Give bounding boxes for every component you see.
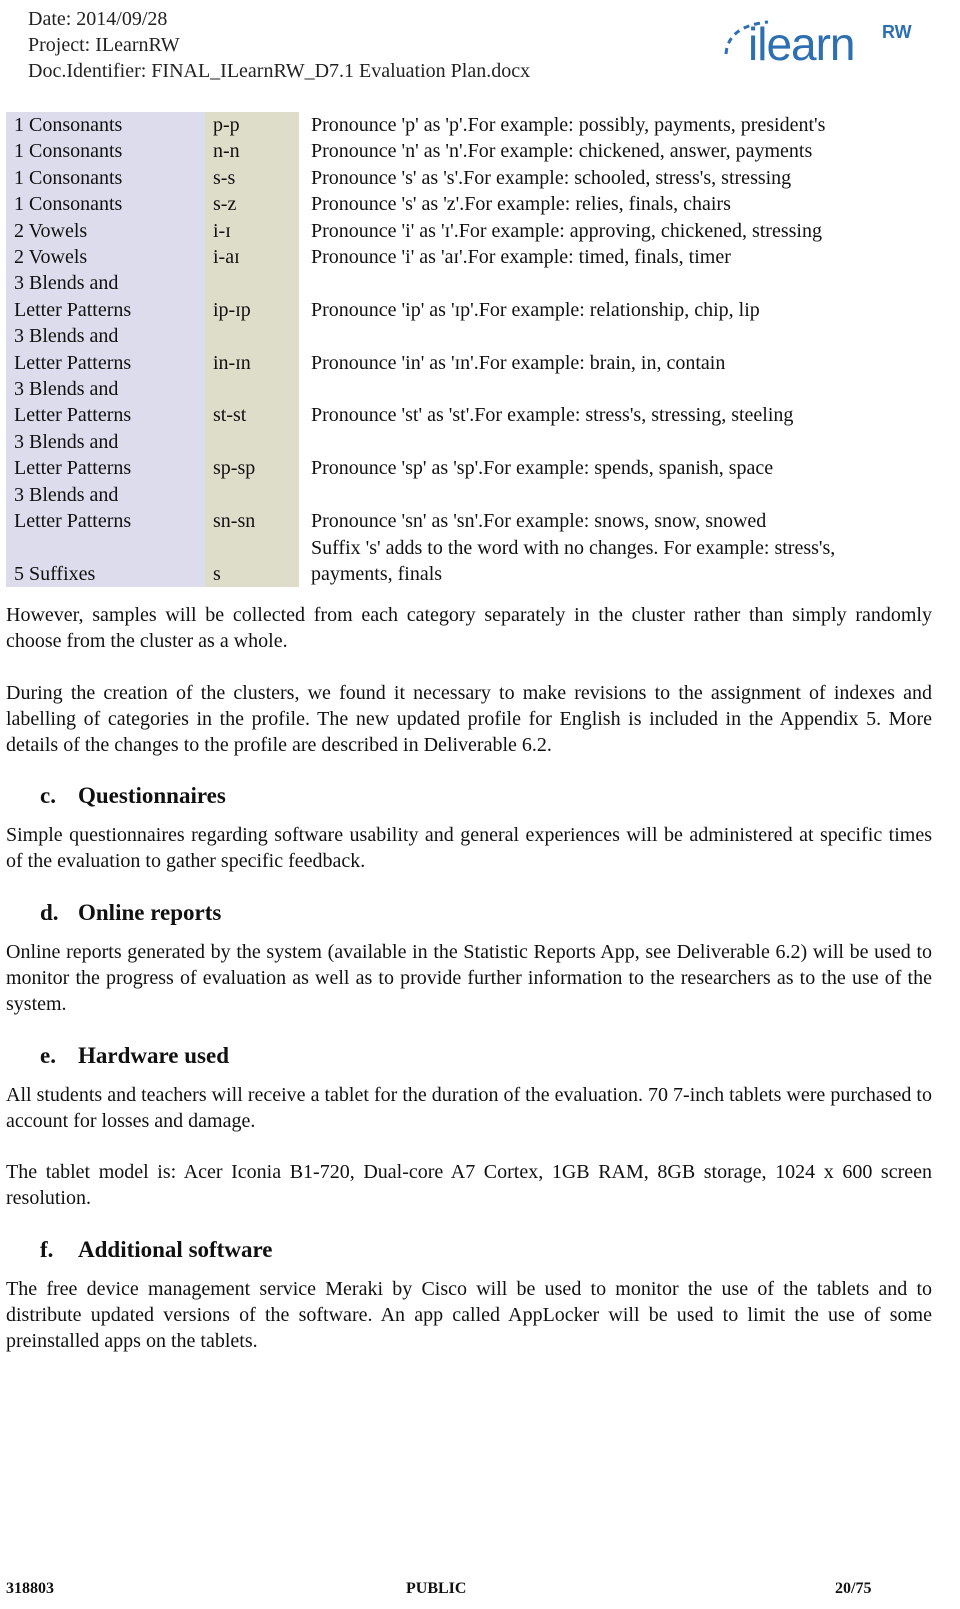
code-cell: s-s (205, 165, 299, 191)
footer-classification: PUBLIC (406, 1580, 467, 1597)
table-row (6, 376, 951, 429)
description-line: Pronounce 'st' as 'st'.For example: stress's, stressing, steeling (311, 404, 794, 427)
category-cell (6, 244, 205, 270)
code-cell: i-aɪ (205, 244, 299, 270)
category-cell (6, 270, 205, 323)
header-project: Project: ILearnRW (28, 34, 180, 56)
category-line: 2 Vowels (14, 246, 88, 269)
footer-project-number: 318803 (6, 1580, 54, 1597)
category-cell (6, 165, 205, 191)
section-heading-questionnaires: c. Questionnaires (40, 783, 226, 808)
paragraph-hardware: All students and teachers will receive a tablet for the duration of the evaluation. 70 7-inch tablets were purchased to account for losses and damage. (6, 1084, 932, 1132)
table-row (6, 165, 951, 191)
description-line: Pronounce 'i' as 'aɪ'.For example: timed, finals, timer (311, 246, 731, 269)
category-cell (6, 218, 205, 244)
category-line: Letter Patterns (14, 510, 132, 533)
code-cell: ip-ɪp (205, 270, 299, 323)
description-line: Pronounce 's' as 'z'.For example: relies, finals, chairs (311, 193, 731, 216)
category-cell (6, 535, 205, 588)
table-row (6, 244, 951, 270)
paragraph-additional-software: The free device management service Meraki by Cisco will be used to monitor the use of the tablets and to distribute updated versions of the software. An app called AppLocker will be used to limit the use of some preinstalled apps on the tablets. (6, 1278, 932, 1352)
table-row (6, 323, 951, 376)
code-cell: st-st (205, 376, 299, 429)
description-cell (299, 191, 951, 217)
section-heading-additional-software: f. Additional software (40, 1237, 273, 1262)
table-row (6, 429, 951, 482)
category-line: 3 Blends and (14, 430, 119, 453)
code-cell: s (205, 535, 299, 588)
category-cell (6, 482, 205, 535)
category-cell (6, 191, 205, 217)
table-row (6, 535, 951, 588)
description-line: Pronounce 'in' as 'ɪn'.For example: brain, in, contain (311, 351, 726, 374)
description-line: Pronounce 'i' as 'ɪ'.For example: approving, chickened, stressing (311, 219, 822, 242)
header-doc-identifier: Doc.Identifier: FINAL_ILearnRW_D7.1 Evaluation Plan.docx (28, 60, 531, 82)
description-line: Pronounce 'p' as 'p'.For example: possibly, payments, president's (311, 114, 826, 136)
table-row (6, 482, 951, 535)
table-row (6, 218, 951, 244)
description-cell (299, 112, 951, 138)
section-heading-hardware: e. Hardware used (40, 1043, 229, 1068)
category-line: 2 Vowels (14, 219, 88, 242)
description-cell (299, 535, 951, 588)
category-line: Letter Patterns (14, 404, 132, 427)
category-line: 3 Blends and (14, 483, 119, 506)
logo-sup: RW (882, 22, 912, 42)
code-cell: p-p (205, 112, 299, 138)
description-line: Pronounce 's' as 's'.For example: schooled, stress's, stressing (311, 166, 792, 189)
description-cell (299, 138, 951, 164)
description-line: Pronounce 'sp' as 'sp'.For example: spends, spanish, space (311, 457, 774, 480)
category-line: Letter Patterns (14, 351, 132, 374)
category-line: 3 Blends and (14, 378, 119, 401)
code-cell: sn-sn (205, 482, 299, 535)
category-line: 3 Blends and (14, 272, 119, 295)
logo-text: ilearn (748, 18, 855, 70)
category-cell (6, 376, 205, 429)
description-cell (299, 323, 951, 376)
table-row (6, 270, 951, 323)
document-header (28, 6, 530, 84)
description-cell (299, 376, 951, 429)
paragraph-clusters: During the creation of the clusters, we found it necessary to make revisions to the assignment of indexes and labelling of categories in the profile. The new updated profile for English is included in the Appendix 5. More details of the changes to the profile are described in Deliverable 6.2. (6, 682, 932, 756)
category-line: 1 Consonants (14, 166, 123, 189)
description-line: Pronounce 'n' as 'n'.For example: chickened, answer, payments (311, 140, 813, 163)
description-line: Pronounce 'sn' as 'sn'.For example: snows, snow, snowed (311, 510, 767, 533)
profile-table (6, 112, 951, 587)
paragraph-samples: However, samples will be collected from each category separately in the cluster rather than simply randomly choose from the cluster as a whole. (6, 604, 932, 652)
category-line: 1 Consonants (14, 193, 123, 216)
description-cell (299, 429, 951, 482)
category-cell (6, 138, 205, 164)
description-line: Suffix 's' adds to the word with no changes. For example: stress's, (311, 536, 836, 559)
description-cell (299, 244, 951, 270)
paragraph-tablet-model: The tablet model is: Acer Iconia B1-720, Dual-core A7 Cortex, 1GB RAM, 8GB storage, 1024 x 600 screen resolution. (6, 1161, 932, 1209)
table-row (6, 138, 951, 164)
code-cell: n-n (205, 138, 299, 164)
paragraph-online-reports: Online reports generated by the system (available in the Statistic Reports App, see Deliverable 6.2) will be used to monitor the progress of evaluation as well as to provide further information to the researchers as to the use of the system. (6, 941, 932, 1015)
category-line: 1 Consonants (14, 114, 123, 136)
description-cell (299, 482, 951, 535)
description-cell (299, 270, 951, 323)
table-row (6, 112, 951, 138)
paragraph-questionnaires: Simple questionnaires regarding software usability and general experiences will be administered at specific times of the evaluation to gather specific feedback. (6, 824, 932, 872)
header-date: Date: 2014/09/28 (28, 8, 168, 30)
category-line: Letter Patterns (14, 457, 132, 480)
footer-page-number: 20/75 (835, 1580, 872, 1597)
description-cell (299, 165, 951, 191)
category-line: Letter Patterns (14, 298, 132, 321)
category-line: 5 Suffixes (14, 562, 96, 585)
category-line: 1 Consonants (14, 140, 123, 163)
description-line: payments, finals (311, 562, 443, 585)
ilearnrw-logo (716, 14, 916, 74)
code-cell: in-ɪn (205, 323, 299, 376)
category-cell (6, 429, 205, 482)
code-cell: sp-sp (205, 429, 299, 482)
section-heading-online-reports: d. Online reports (40, 900, 222, 925)
category-line: 3 Blends and (14, 325, 119, 348)
code-cell: s-z (205, 191, 299, 217)
code-cell: i-ɪ (205, 218, 299, 244)
category-cell (6, 112, 205, 138)
description-cell (299, 218, 951, 244)
table-row (6, 191, 951, 217)
description-line: Pronounce 'ip' as 'ɪp'.For example: relationship, chip, lip (311, 298, 760, 321)
category-cell (6, 323, 205, 376)
